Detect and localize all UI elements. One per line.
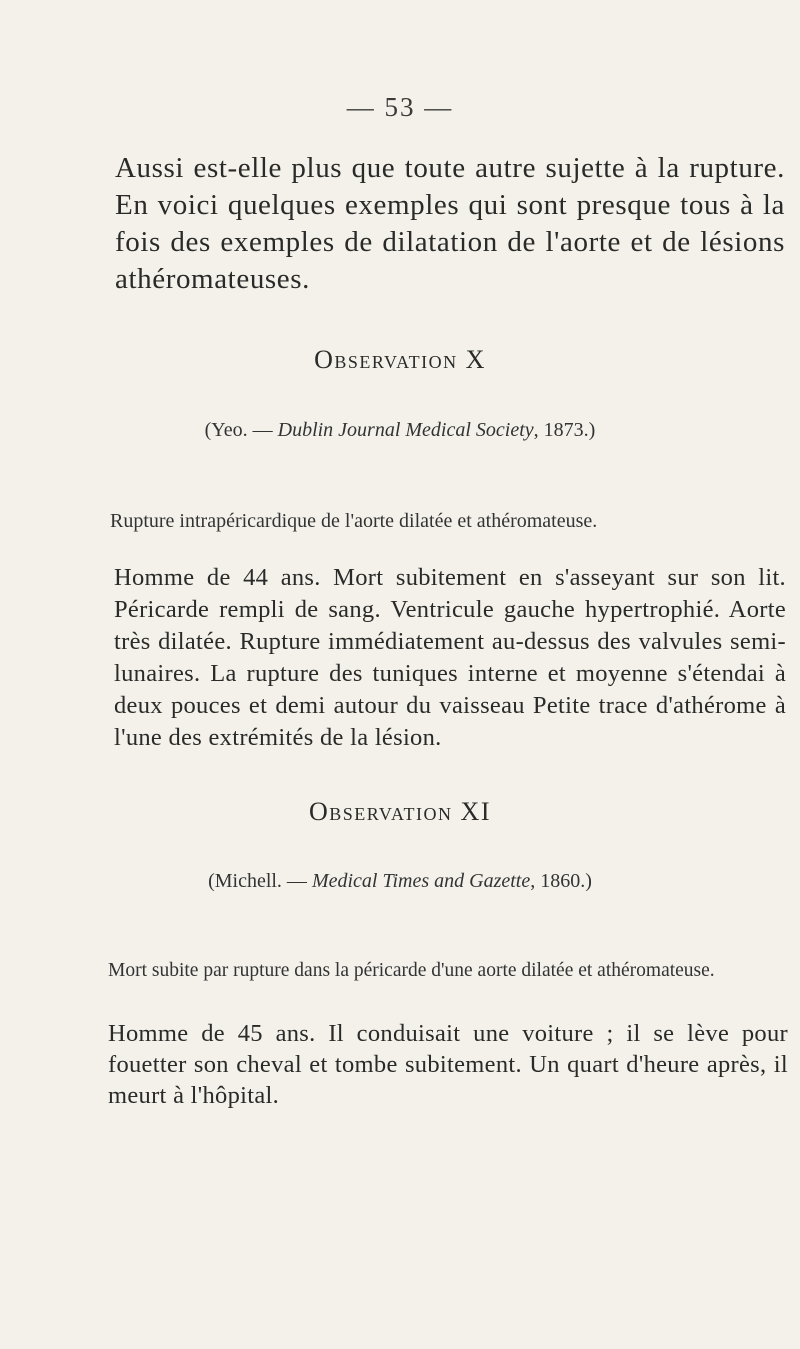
source-journal: Dublin Journal Medical Society [277,419,534,441]
source-year: , 1860.) [530,870,592,892]
observation-source [0,870,800,893]
source-author: (Michell. — [208,870,312,892]
observation-source [0,419,800,442]
observation-heading: Observation XI [309,797,491,826]
source-author: (Yeo. — [204,419,278,441]
intro-paragraph: Aussi est-elle plus que toute autre sujette à la rupture. En voici quelques exemples qui sont presque tous à la fois des exemples de dilatation de l'aorte et de lésions athéromateuses. [115,152,785,295]
observation-summary: Mort subite par rupture dans la péricarde d'une aorte dilatée et athéromateuse. [108,960,715,981]
observation-body: Homme de 45 ans. Il conduisait une voiture ; il se lève pour fouetter son cheval et tombe subitement. Un quart d'heure après, il meurt à l'hôpital. [108,1020,788,1109]
source-year: , 1873.) [533,419,596,441]
observation-body: Homme de 44 ans. Mort subitement en s'asseyant sur son lit. Péricarde rempli de sang. Ventricule gauche hypertrophié. Aorte très dilatée. Rupture immédiatement au-dessus des valvules semi-lunaires. La rupture des tuniques interne et moyenne s'étendai à deux pouces et demi autour du vaisseau Petite trace d'athérome à l'une des extrémités de la lésion. [114,564,786,751]
source-journal: Medical Times and Gazette [311,870,531,892]
observation-heading: Observation X [314,345,486,374]
page-number: — 53 — [346,92,454,122]
observation-summary: Rupture intrapéricardique de l'aorte dilatée et athéromateuse. [110,510,598,532]
